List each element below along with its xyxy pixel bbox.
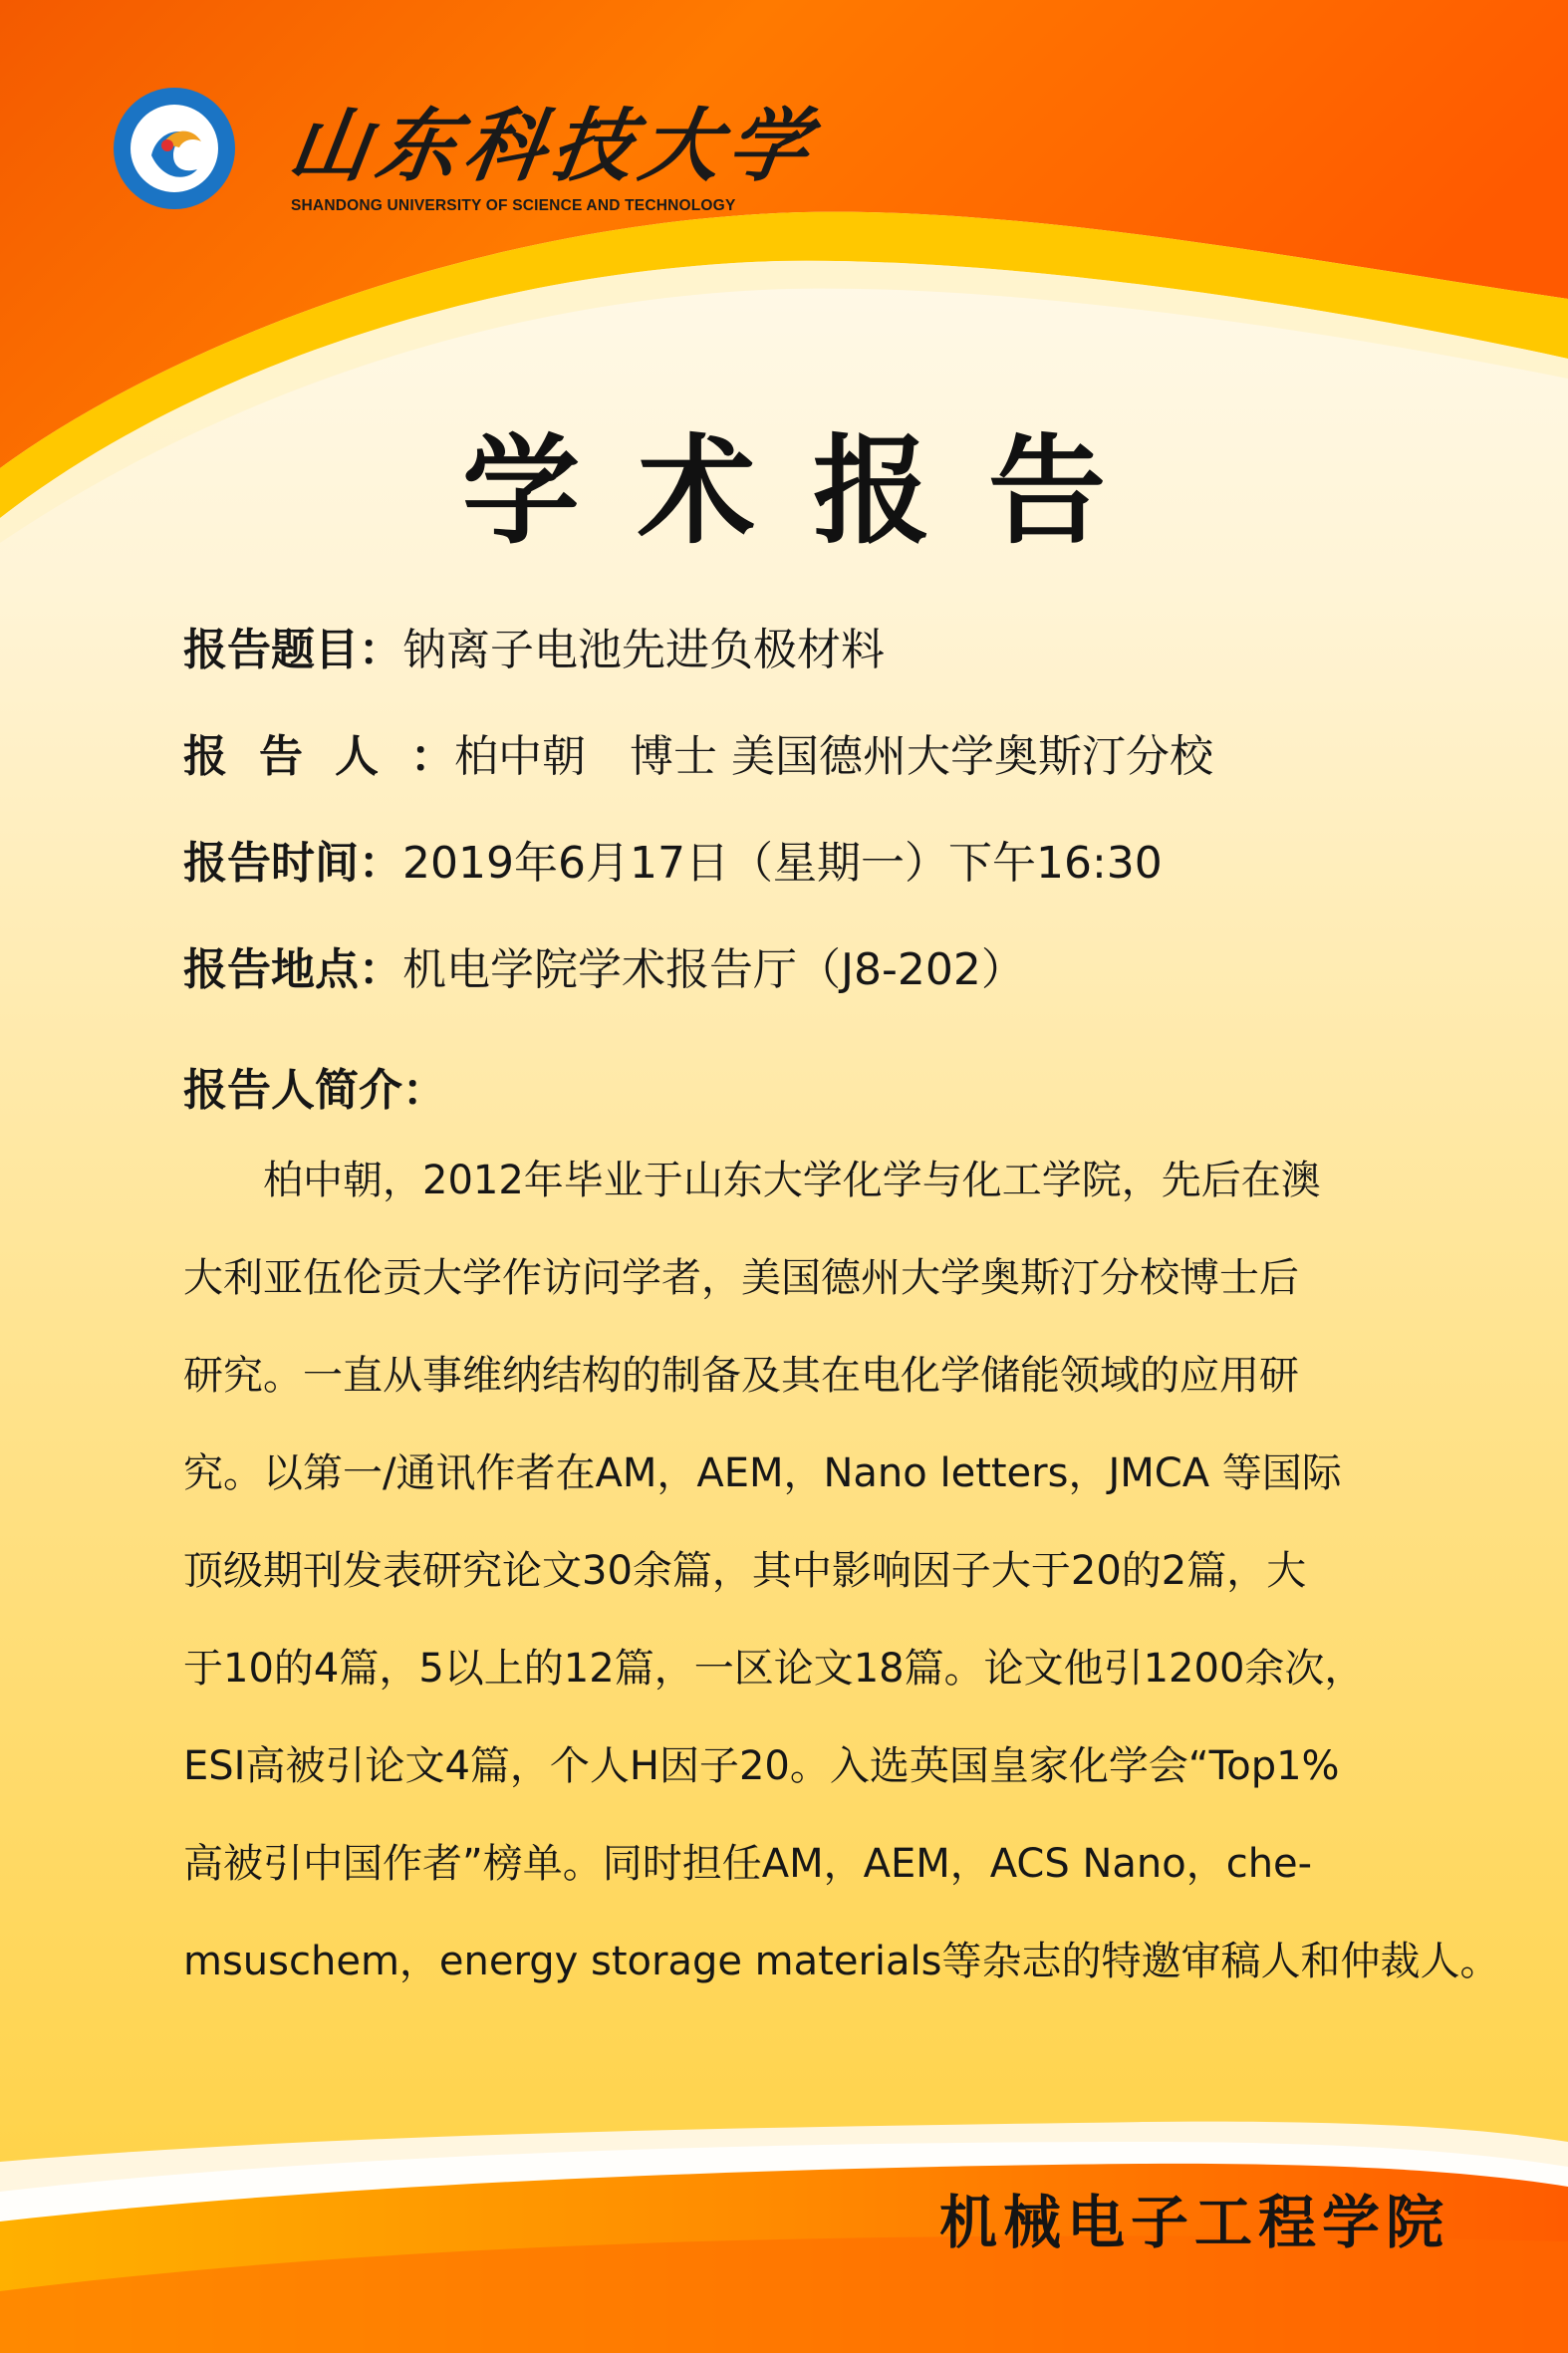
intro-line: msuschem，energy storage materials等杂志的特邀审稿人和仲裁人。: [183, 1939, 1500, 1984]
topic-value: 钠离子电池先进负极材料: [402, 625, 885, 675]
intro-line: 研究。一直从事维纳结构的制备及其在电化学储能领域的应用研: [183, 1353, 1299, 1399]
university-name-en: SHANDONG UNIVERSITY OF SCIENCE AND TECHNOLOGY: [291, 197, 736, 214]
place-label: 报告地点: [183, 944, 359, 995]
info-place: [183, 933, 1399, 997]
intro-line: 究。以第一/通讯作者在AM，AEM，Nano letters，JMCA 等国际: [183, 1450, 1342, 1496]
topic-separator: ：: [359, 625, 402, 675]
university-emblem: [112, 86, 237, 211]
info-topic: [183, 614, 1399, 677]
info-speaker: [183, 720, 1399, 784]
speaker-separator: ：: [410, 731, 454, 782]
intro-line: 于10的4篇，5以上的12篇，一区论文18篇。论文他引1200余次，: [183, 1646, 1365, 1692]
intro-line: 柏中朝，2012年毕业于山东大学化学与化工学院，先后在澳: [263, 1158, 1321, 1203]
time-separator: ：: [359, 838, 402, 889]
time-label: 报告时间: [183, 838, 359, 889]
intro-heading: 报告人简介：: [183, 1065, 446, 1116]
intro-line: 高被引中国作者”榜单。同时担任AM，AEM，ACS Nano，che-: [183, 1841, 1313, 1887]
intro-line: ESI高被引论文4篇，个人H因子20。入选英国皇家化学会“Top1%: [183, 1743, 1340, 1789]
intro-line: 顶级期刊发表研究论文30余篇，其中影响因子大于20的2篇，大: [183, 1548, 1307, 1594]
university-emblem-icon: [112, 86, 237, 211]
time-value: 2019年6月17日（星期一）下午16:30: [402, 838, 1163, 889]
place-separator: ：: [359, 944, 402, 995]
info-time: [183, 827, 1399, 891]
topic-label: 报告题目: [183, 625, 359, 675]
speaker-value: 柏中朝 博士 美国德州大学奥斯汀分校: [454, 731, 1213, 782]
speaker-label: 报告人: [183, 731, 410, 782]
intro-line: 大利亚伍伦贡大学作访问学者，美国德州大学奥斯汀分校博士后: [183, 1255, 1299, 1301]
department-name: 机械电子工程学院: [938, 2189, 1449, 2256]
page-title: 学术报告: [461, 422, 1164, 560]
place-value: 机电学院学术报告厅（J8-202）: [402, 944, 1025, 995]
university-name-cn: 山东科技大学: [283, 99, 823, 192]
